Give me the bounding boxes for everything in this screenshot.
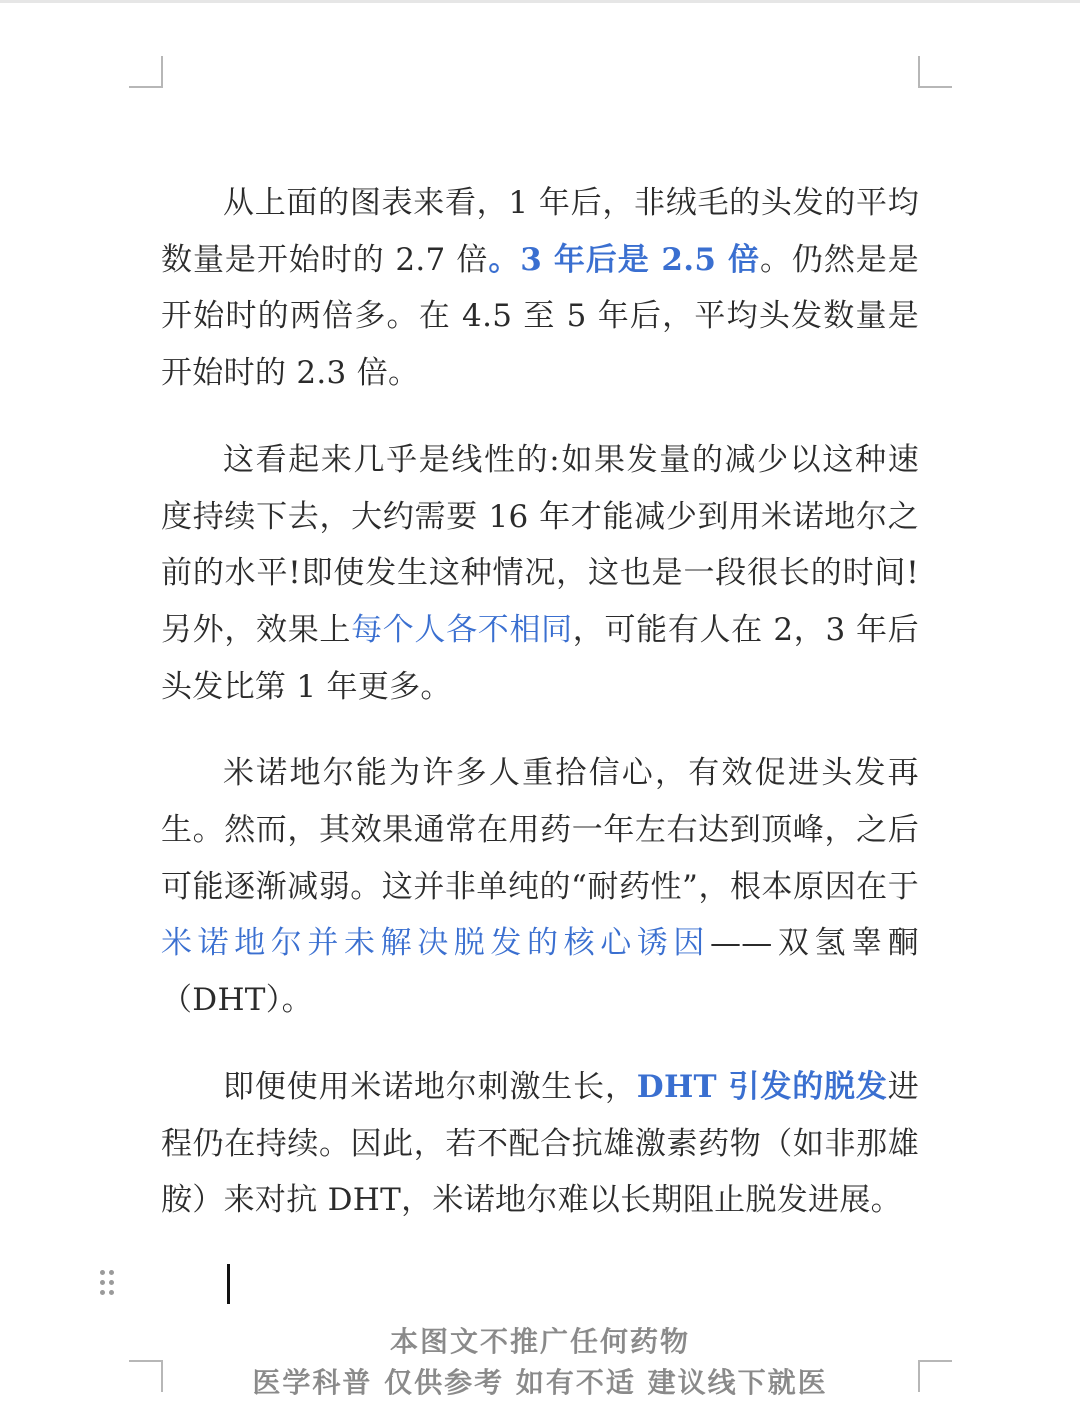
- paragraph-4[interactable]: [161, 1059, 919, 1229]
- inline-link[interactable]: 米诺地尔并未解决脱发的核心诱因: [161, 925, 710, 962]
- top-border: [0, 0, 1080, 3]
- paragraph-1[interactable]: [161, 175, 919, 402]
- paragraph-text: 这看起来几乎是线性的:如果发量的减少以这种速度持续下去，大约需要 16 年才能减少到用米诺地尔之前的水平!即使发生这种情况，这也是一段很长的时间!另外，效果上: [161, 441, 919, 648]
- inline-link[interactable]: 每个人各不相同: [351, 611, 573, 648]
- watermark-line-2: 医学科普 仅供参考 如有不适 建议线下就医: [252, 1366, 828, 1399]
- paragraph-text: ——双氢睾酮（DHT）。: [161, 925, 919, 1019]
- crop-mark-top-left: [129, 56, 163, 88]
- paragraph-3[interactable]: [161, 745, 919, 1029]
- paragraph-text: 从上面的图表来看，1 年后，非绒毛的头发的平均数量是开始时的 2.7 倍: [161, 185, 919, 278]
- watermark-line-1: 本图文不推广任何药物: [389, 1325, 690, 1358]
- paragraph-text: 米诺地尔能为许多人重拾信心，有效促进头发再生。然而，其效果通常在用药一年左右达到顶峰，之后可能逐渐减弱。这并非单纯的“耐药性”，根本原因在于: [161, 755, 919, 905]
- drag-handle-icon[interactable]: [98, 1268, 118, 1298]
- inline-link[interactable]: 。3 年后是 2.5 倍: [488, 241, 760, 278]
- paragraph-text: 。仍然是是开始时的两倍多。在 4.5 至 5 年后，平均头发数量是开始时的 2.3 倍。: [161, 241, 919, 392]
- paragraph-text: ，可能有人在 2，3 年后头发比第 1 年更多。: [161, 611, 919, 705]
- paragraph-text: 即便使用米诺地尔刺激生长，: [223, 1068, 637, 1105]
- document-body[interactable]: [161, 175, 919, 1259]
- inline-link[interactable]: DHT 引发的脱发: [636, 1068, 888, 1105]
- paragraph-2[interactable]: [161, 432, 919, 716]
- crop-mark-top-right: [918, 56, 952, 88]
- paragraph-text: 进程仍在持续。因此，若不配合抗雄激素药物（如非那雄胺）来对抗 DHT，米诺地尔难以长期阻止脱发进展。: [161, 1068, 919, 1219]
- text-cursor: [227, 1264, 230, 1304]
